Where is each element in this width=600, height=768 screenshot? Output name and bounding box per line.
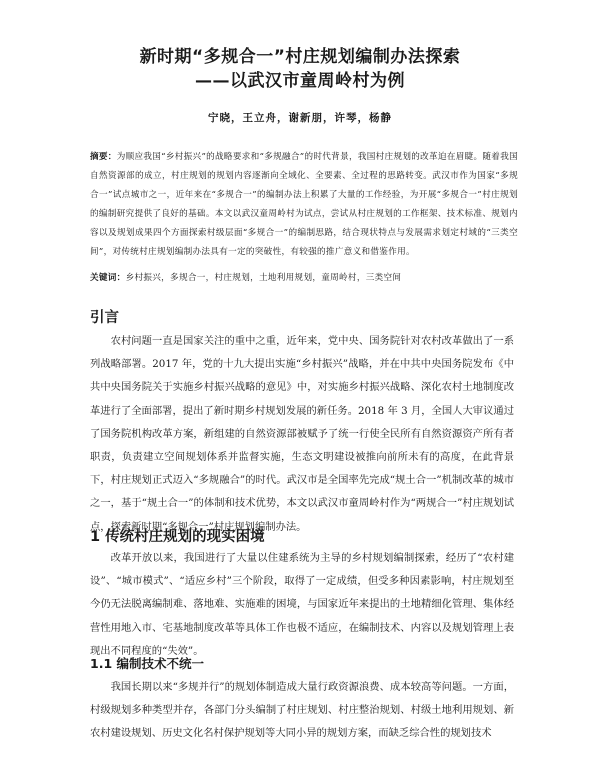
section-1-1-paragraph: 我国长期以来“多规并行”的规划体制造成大量行政资源浪费、成本较高等问题。一方面，村级规划多种类型并存，各部门分头编制了村庄规划、村庄整治规划、村级土地利用规划、新农村建设规划、历史文化名村保护规划等大同小异的规划方案，而缺乏综合性的规划技术 [90,681,514,740]
abstract-label: 摘要： [90,152,117,162]
section-1-paragraph: 改革开放以来，我国进行了大量以住建系统为主导的乡村规划编制探索，经历了“农村建设”、“城市模式”、“适应乡村”三个阶段，取得了一定成绩，但受多种因素影响，村庄规划至今仍无法脱离编制难、落地难、实施难的困境，与国家近年来提出的土地精细化管理、集体经营性用地入市、宅基地制度改革等具体工作也极不适应，在编制技术、内容以及规划管理上表现出不同程度的“失效”。 [90,552,514,657]
intro-paragraph: 农村问题一直是国家关注的重中之重，近年来，党中央、国务院针对农村改革做出了一系列战略部署。2017 年，党的十九大提出实施“乡村振兴”战略，并在中共中央国务院发布《中共中央国务院关于实施乡村振兴战略的意见》中，对实施乡村振兴战略、深化农村土地制度改革进行了全面部署，提出了新时期乡村规划发展的新任务。2018 年 3 月，全国人大审议通过了国务院机构改革方案，新组建的自然资源部被赋予了统一行使全民所有自然资源资产所有者职责，负责建立空间规划体系并监督实施，生态文明建设被推向前所未有的高度，在此背景下，村庄规划正式迈入“多规融合”的时代。武汉市是全国率先完成“规土合一”机制改革的城市之一，基于“规土合一”的体制和技术优势，本文以武汉市童周岭村作为“两规合一”村庄规划试点，探索新时期“多规合一”村庄规划编制办法。 [90,335,514,533]
section-1-heading: 1 传统村庄规划的现实困境 [90,529,265,545]
abstract [90,148,518,262]
keywords-label: 关键词： [90,273,126,283]
abstract-text: 为顺应我国“乡村振兴”的战略要求和“多规融合”的时代背景，我国村庄规划的改革迫在眉睫。随着我国自然资源部的成立，村庄规划的规划内容逐渐向全域化、全要素、全过程的思路转变。武汉市作为国家“多规合一”试点城市之一，近年来在“多规合一”的编制办法上积累了大量的工作经验，为开展“多规合一”村庄规划的编制研究提供了良好的基础。本文以武汉童周岭村为试点，尝试从村庄规划的工作框架、技术标准、规划内容以及规划成果四个方面探索村级层面“多规合一”的编制思路，结合现状特点与发展需求划定村域的“三类空间”，对传统村庄规划编制办法具有一定的突破性，有较强的推广意义和借鉴作用。 [90,152,518,257]
paper-subtitle: ——以武汉市童周岭村为例 [195,71,405,91]
section-1-1-heading: 1.1 编制技术不统一 [90,656,204,671]
keywords [90,270,518,286]
paper-title: 新时期“多规合一”村庄规划编制办法探索 [139,47,461,67]
keywords-text: 乡村振兴，多规合一，村庄规划，土地利用规划，童周岭村，三类空间 [125,273,402,283]
intro-heading: 引言 [90,310,119,326]
authors: 宁晓，王立舟，谢新朋，许琴，杨静 [208,112,392,124]
